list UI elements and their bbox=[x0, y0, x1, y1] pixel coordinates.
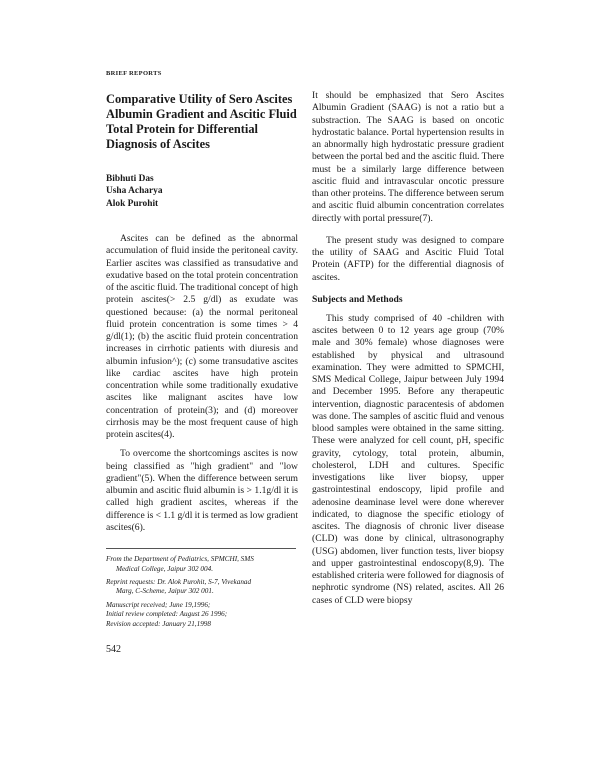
author-name: Bibhuti Das bbox=[106, 174, 154, 184]
article-title: Comparative Utility of Sero Ascites Albumin Gradient and Ascitic Fluid Total Protein for Differential Diagnosis of Ascites bbox=[106, 92, 297, 151]
right-column bbox=[312, 90, 504, 607]
affiliation-footnote: From the Department of Pediatrics, SPMCHI, SMS Medical College, Jaipur 302 004. bbox=[106, 555, 254, 573]
author-name: Alok Purohit bbox=[106, 198, 159, 209]
section-label: BRIEF REPORTS bbox=[106, 70, 162, 77]
manuscript-dates: Manuscript received; June 19,1996; Initial review completed: August 26 1996; Revision accepted: January 21,1998 bbox=[106, 600, 228, 628]
reprint-footnote: Reprint requests: Dr. Alok Purohit, S-7, Vivekanad Marg, C-Scheme, Jaipur 302 001. bbox=[106, 578, 252, 596]
section-heading: Subjects and Methods bbox=[312, 293, 403, 305]
left-column bbox=[106, 92, 298, 629]
page-number: 542 bbox=[106, 644, 121, 655]
author-name: Usha Acharya bbox=[106, 186, 163, 197]
gradient-paragraph: To overcome the shortcomings ascites is now being classified as "high gradient" and "low gradient"(5). When the difference between serum albumin and ascitic fluid albumin is > 1.1g/dl it is called high gradient ascites, whereas if the difference is < 1.1 g/dl it is termed as low gradient ascites(6). bbox=[106, 448, 298, 533]
intro-paragraph: Ascites can be defined as the abnormal accumulation of fluid inside the peritoneal cavity. Earlier ascites was classified as transudative and exudative based on the total protein concentration of the ascitic fluid. The traditional concept of high protein ascites(> 2.5 g/dl) as exudate was questioned because: (a) the normal peritoneal fluid protein concentration is some times > 4 g/dl(1); (b) the ascitic fluid protein concentration increases in cirrhotic patients with diuresis and albumin infusion^); (c) some transudative ascites like cardiac ascites have high protein concentration while some traditionally exudative ascites like malignant ascites have low concentration of protein(3); and (d) moreover cirrhosis may be the most frequent cause of high protein ascites(4). bbox=[106, 233, 298, 441]
author-list bbox=[106, 173, 298, 210]
saag-paragraph: It should be emphasized that Sero Ascites Albumin Gradient (SAAG) is not a ratio but a substraction. The SAAG is based on oncotic hydrostatic balance. Portal hypertension results in an abnormally high hydrostatic pressure gradient between the portal bed and the ascitic fluid. There must be a similarly large difference between ascitic fluid and intravascular oncotic pressure than other proteins. The difference between serum and ascitic fluid albumin concentration correlates directly with portal pressure(7). bbox=[312, 90, 504, 224]
study-aim-paragraph: The present study was designed to compare the utility of SAAG and Ascitic Fluid Total Protein (AFTP) for the differential diagnosis of ascites. bbox=[312, 234, 504, 283]
footnote-divider bbox=[106, 548, 296, 549]
methods-paragraph: This study comprised of 40 -children with ascites between 0 to 12 years age group (70% male and 30% female) whose diagnoses were established by physical and ultrasound examination. They were admitted to SPMCHI, SMS Medical College, Jaipur between July 1994 and December 1995. Before any therapeutic intervention, diagnostic paracentesis of abdomen was done. The samples of ascitic fluid and venous blood samples were obtained in the same sitting. These were analyzed for cell count, pH, specific gravity, cytology, total protein, albumin, cholesterol, LDH and cultures. Specific investigations like liver biopsy, upper gastrointestinal endoscopy, lipid profile and adenosine deaminase level were done wherever indicated, to diagnose the specific etiology of ascites. The diagnosis of chronic liver disease (CLD) was done by clinical, ultrasonography (USG) abdomen, liver function tests, liver biopsy and upper gastrointestinal endoscopy(8,9). The established criteria were followed for diagnosis of nephrotic syndrome (NS) related, ascites. All 26 cases of CLD were biopsy bbox=[312, 312, 504, 606]
